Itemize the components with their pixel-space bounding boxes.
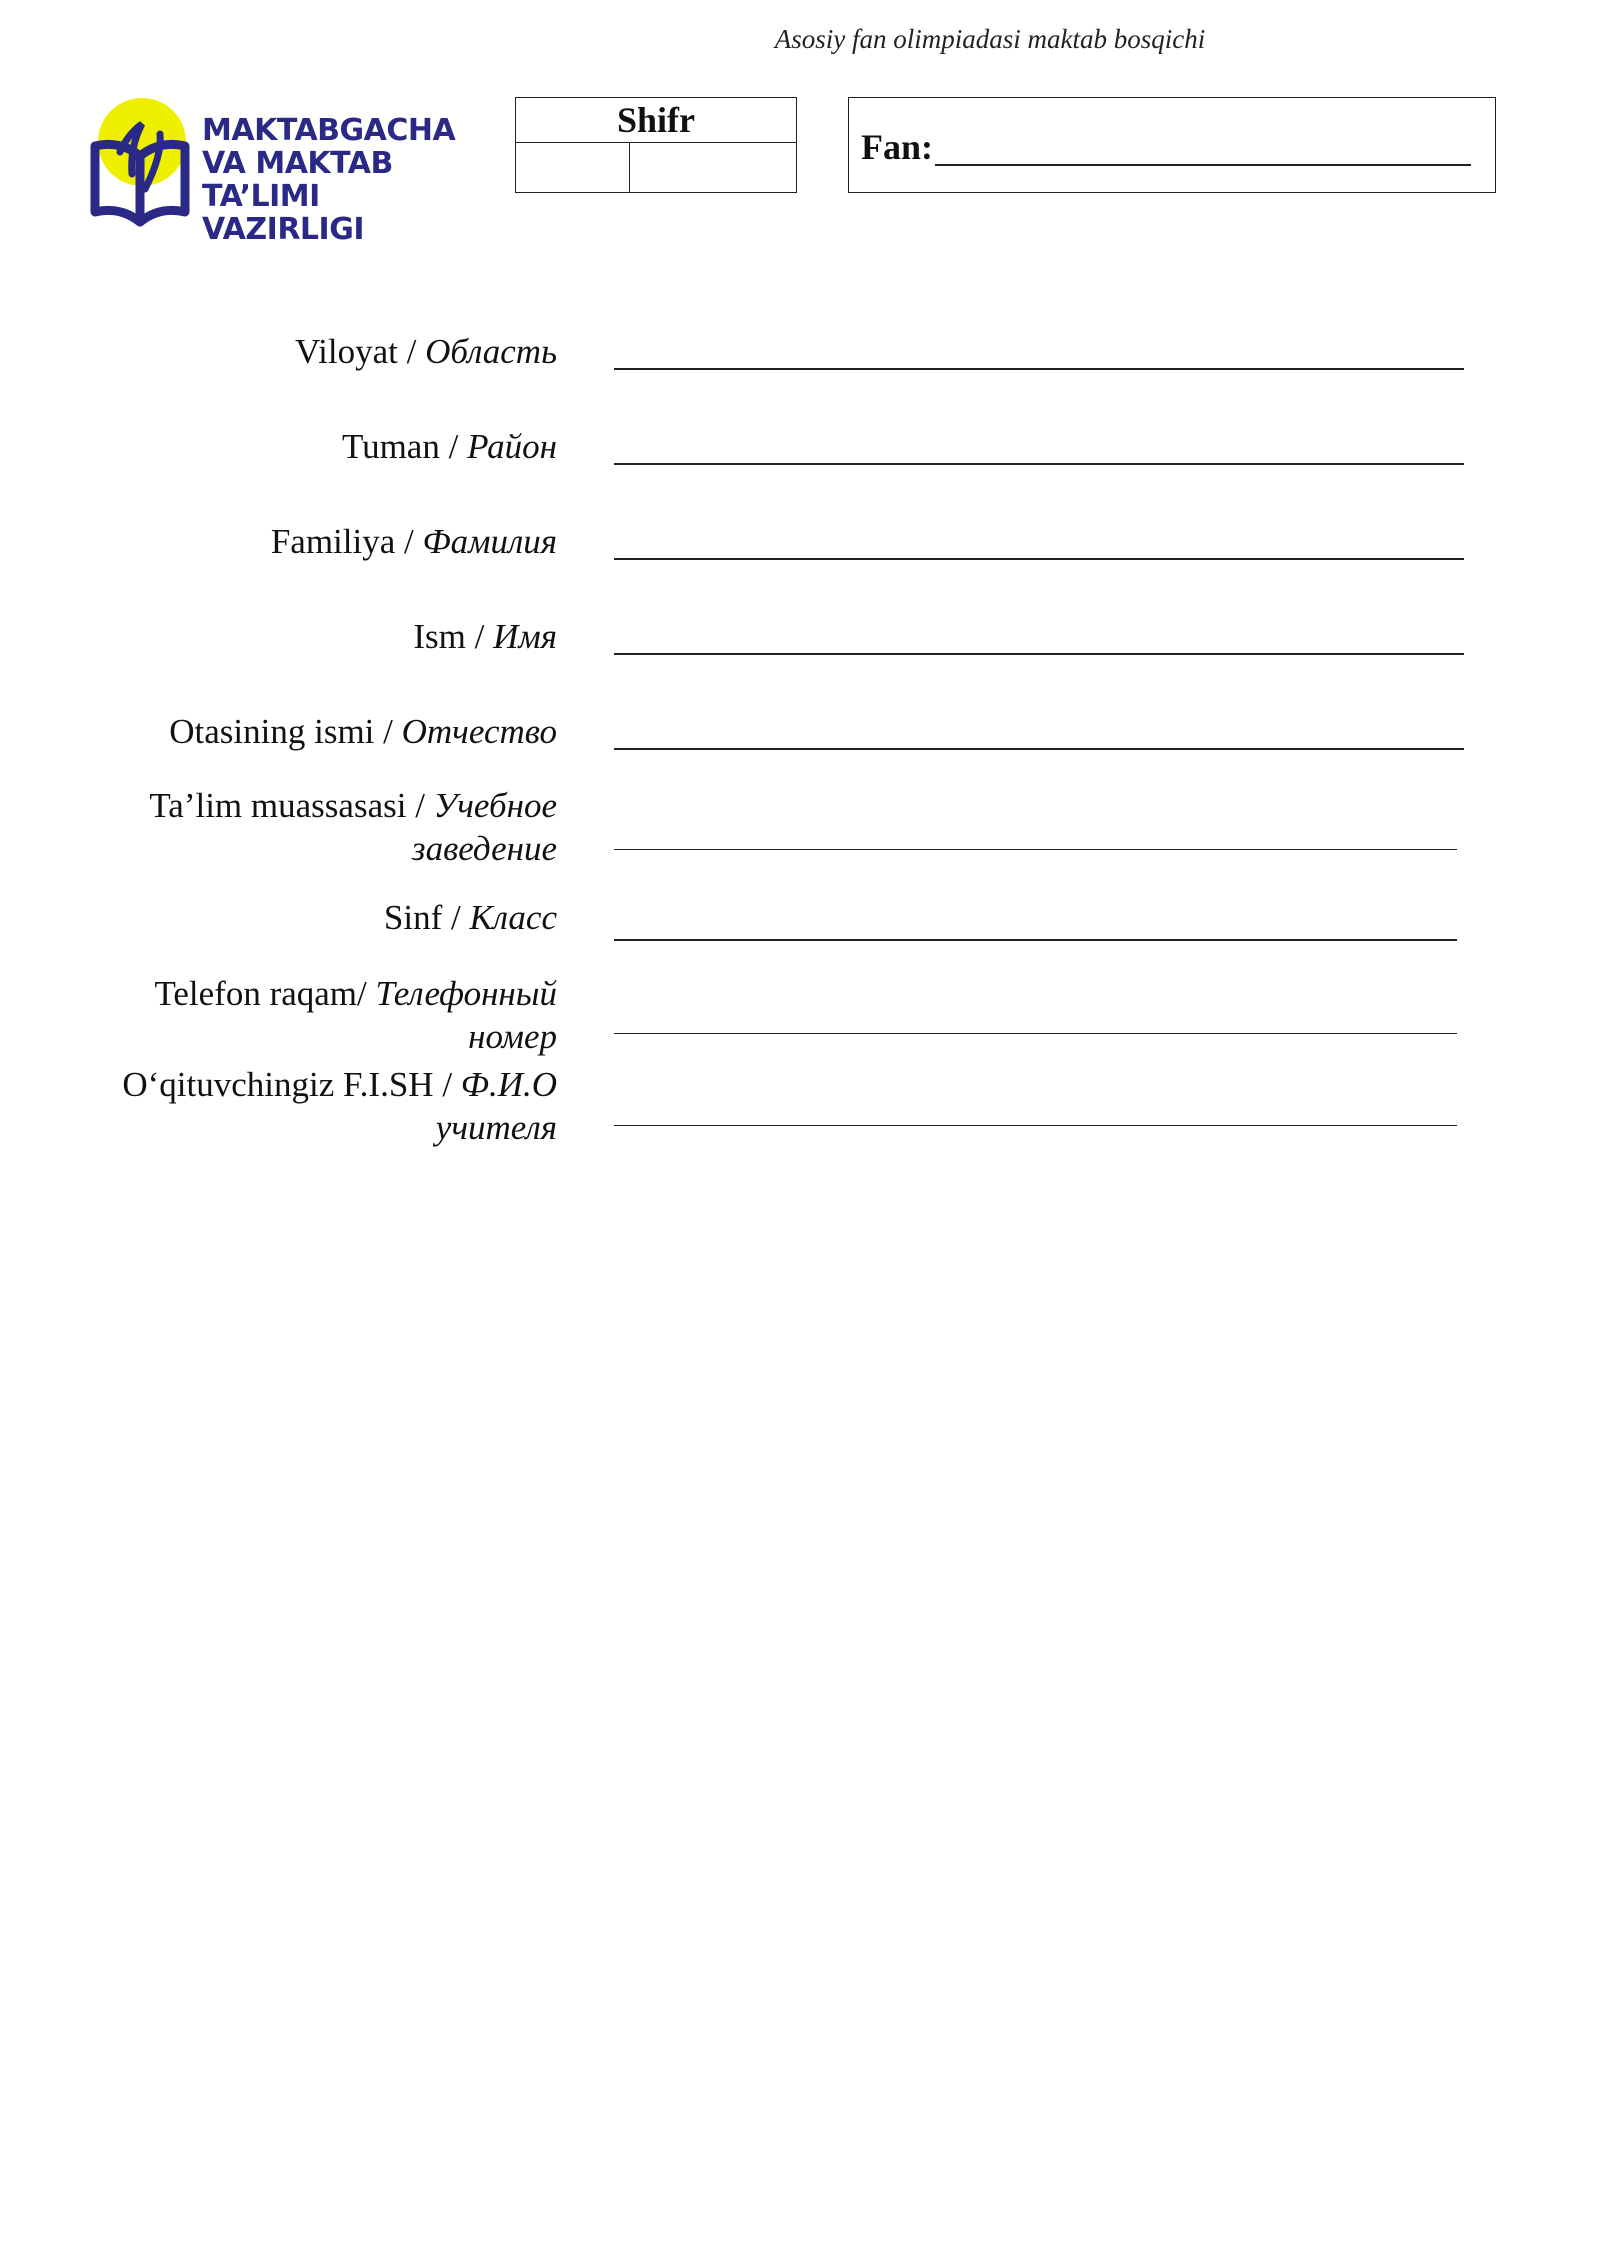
logo-wordmark [202,114,490,246]
fan-box [848,97,1496,193]
logo-line-2: VA MAKTAB [202,146,393,181]
label-uz: Viloyat / [294,332,426,371]
label-ru: Область [425,332,557,371]
label-ru: Класс [469,898,557,937]
shifr-box [515,97,797,193]
label-uz: Sinf / [383,898,470,937]
input-line-otasining-ismi[interactable] [614,748,1464,750]
label-ru: Фамилия [422,522,557,561]
label-ru: Отчество [401,712,557,751]
label-uz: Ta’lim muassasasi / [149,786,434,825]
field-label-ism [97,615,557,658]
input-line-telefon-raqam[interactable] [614,1033,1457,1034]
logo-line-3: TA’LIMI VAZIRLIGI [202,179,364,247]
label-uz: Tuman / [341,427,468,466]
label-ru: Учебное заведение [411,786,557,868]
header-note: Asosiy fan olimpiadasi maktab bosqichi [774,24,1206,54]
input-line-familiya[interactable] [614,558,1464,560]
input-line-tuman[interactable] [614,463,1464,465]
label-uz: Telefon raqam/ [154,974,376,1013]
field-label-sinf [97,896,557,939]
ministry-logo [90,94,490,247]
label-uz: Ism / [413,617,494,656]
field-label-telefon-raqam [97,972,557,1058]
input-line-talim-muassasasi[interactable] [614,849,1457,850]
field-label-oqituvchi-fish [97,1063,557,1149]
field-label-tuman [97,425,557,468]
shifr-title: Shifr [516,98,796,143]
label-uz: O‘qituvchingiz F.I.SH / [122,1065,461,1104]
fan-label: Fan: [861,127,933,167]
shifr-cell-2[interactable] [630,143,796,192]
label-ru: Телефонный номер [375,974,557,1056]
label-ru: Район [467,427,557,466]
shifr-cell-1[interactable] [516,143,630,192]
field-label-viloyat [97,330,557,373]
field-label-otasining-ismi [97,710,557,753]
input-line-sinf[interactable] [614,939,1457,941]
field-label-talim-muassasasi [97,784,557,870]
shifr-cells [516,143,796,192]
label-ru: Имя [493,617,557,656]
field-label-familiya [97,520,557,563]
label-uz: Otasining ismi / [169,712,402,751]
fan-input-line[interactable] [935,164,1471,166]
label-uz: Familiya / [270,522,423,561]
input-line-viloyat[interactable] [614,368,1464,370]
logo-line-1: MAKTABGACHA [202,113,456,148]
book-sun-logo-icon [90,94,200,229]
label-ru: Ф.И.О учителя [435,1065,557,1147]
input-line-ism[interactable] [614,653,1464,655]
input-line-oqituvchi-fish[interactable] [614,1125,1457,1126]
